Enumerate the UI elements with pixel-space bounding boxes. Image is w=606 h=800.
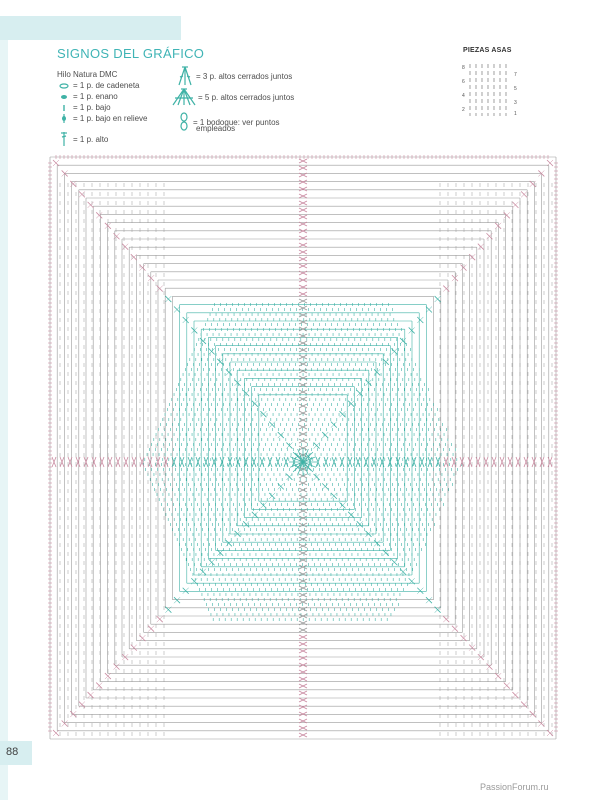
double-crochet-icon — [57, 131, 71, 147]
legend-label: = 1 p. alto — [73, 134, 109, 144]
three-dc-together-icon — [176, 66, 194, 86]
slip-stitch-dot-icon — [57, 94, 71, 100]
five-dc-together-icon — [172, 88, 196, 106]
legend-label: = 1 p. de cadeneta — [73, 81, 140, 90]
row-number: 3 — [514, 100, 517, 106]
piezas-asas-title: PIEZAS ASAS — [463, 47, 512, 54]
page-margin-strip — [0, 40, 8, 800]
row-number: 7 — [514, 72, 517, 78]
page-number: 88 — [6, 746, 19, 758]
single-crochet-bar-icon — [57, 104, 71, 112]
piezas-asas-chart — [462, 60, 522, 116]
legend-item-five-dc-together — [172, 88, 294, 106]
chain-oval-icon — [57, 83, 71, 89]
page-number-box — [0, 741, 32, 765]
row-number: 6 — [462, 79, 465, 85]
legend-label: = 1 p. enano — [73, 92, 118, 101]
legend-item-double-crochet — [57, 131, 108, 147]
legend-item-three-dc-together — [176, 66, 292, 86]
row-number: 8 — [462, 65, 465, 71]
legend-label: = 1 bodoque: ver puntos — [193, 117, 280, 127]
legend-item-chain — [57, 81, 140, 90]
yarn-label: Hilo Natura DMC — [57, 70, 118, 79]
row-number: 2 — [462, 107, 465, 113]
legend-label: = 5 p. altos cerrados juntos — [198, 92, 295, 102]
legend-item-single-crochet — [57, 103, 111, 112]
header-accent-bar — [0, 16, 181, 40]
legend-item-relief-sc — [57, 114, 148, 123]
legend-item-slip-stitch — [57, 92, 118, 101]
legend-label: = 3 p. altos cerrados juntos — [196, 71, 293, 81]
watermark: PassionForum.ru — [480, 782, 549, 792]
relief-single-crochet-icon — [57, 114, 71, 123]
crochet-chart — [46, 153, 560, 743]
legend-label-continuation: empleados — [196, 124, 236, 133]
legend-label: = 1 p. bajo en relieve — [73, 114, 148, 123]
page-title: SIGNOS DEL GRÁFICO — [57, 46, 205, 61]
legend-label: = 1 p. bajo — [73, 103, 111, 112]
row-number: 1 — [514, 111, 517, 116]
row-number: 5 — [514, 86, 517, 92]
bobble-icon — [177, 112, 191, 132]
row-number: 4 — [462, 93, 465, 99]
